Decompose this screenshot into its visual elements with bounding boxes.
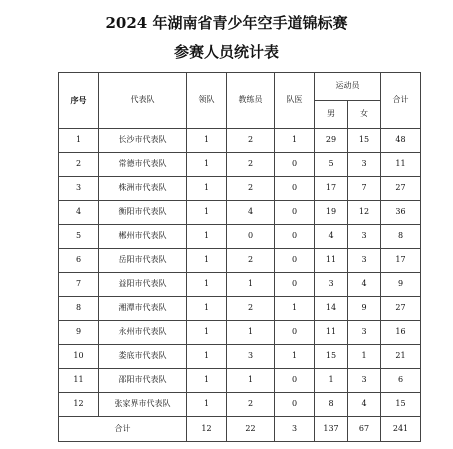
header-athletes: 运动员 xyxy=(315,73,381,101)
table-row xyxy=(59,225,421,249)
cell-total: 16 xyxy=(381,321,421,345)
cell-no: 5 xyxy=(59,225,99,249)
header-leader: 领队 xyxy=(187,73,227,129)
cell-female: 3 xyxy=(348,225,381,249)
cell-male: 4 xyxy=(315,225,348,249)
cell-leader: 1 xyxy=(187,369,227,393)
cell-no: 3 xyxy=(59,177,99,201)
cell-no: 11 xyxy=(59,369,99,393)
cell-leader: 1 xyxy=(187,201,227,225)
cell-male: 11 xyxy=(315,321,348,345)
cell-female: 4 xyxy=(348,393,381,417)
cell-doctor: 0 xyxy=(275,153,315,177)
cell-coach: 2 xyxy=(227,249,275,273)
cell-doctor: 0 xyxy=(275,273,315,297)
table-row xyxy=(59,321,421,345)
cell-leader: 1 xyxy=(187,177,227,201)
cell-team: 邵阳市代表队 xyxy=(99,369,187,393)
cell-female: 3 xyxy=(348,249,381,273)
cell-total: 21 xyxy=(381,345,421,369)
cell-male: 11 xyxy=(315,249,348,273)
cell-coach: 1 xyxy=(227,273,275,297)
cell-coach: 2 xyxy=(227,297,275,321)
cell-total: 17 xyxy=(381,249,421,273)
cell-coach: 2 xyxy=(227,153,275,177)
cell-no: 10 xyxy=(59,345,99,369)
cell-no: 9 xyxy=(59,321,99,345)
cell-doctor: 1 xyxy=(275,129,315,153)
cell-team: 衡阳市代表队 xyxy=(99,201,187,225)
header-female: 女 xyxy=(348,101,381,129)
table-row xyxy=(59,273,421,297)
cell-leader: 1 xyxy=(187,321,227,345)
cell-female: 12 xyxy=(348,201,381,225)
header-total: 合计 xyxy=(381,73,421,129)
cell-leader: 1 xyxy=(187,129,227,153)
cell-leader: 1 xyxy=(187,393,227,417)
cell-coach: 2 xyxy=(227,393,275,417)
cell-doctor: 0 xyxy=(275,249,315,273)
cell-total: 8 xyxy=(381,225,421,249)
header-team: 代表队 xyxy=(99,73,187,129)
document-subtitle: 参赛人员统计表 xyxy=(173,43,279,61)
cell-female: 3 xyxy=(348,369,381,393)
cell-no: 2 xyxy=(59,153,99,177)
table-row xyxy=(59,177,421,201)
cell-coach: 1 xyxy=(227,321,275,345)
cell-team: 株洲市代表队 xyxy=(99,177,187,201)
cell-male: 14 xyxy=(315,297,348,321)
header-male: 男 xyxy=(315,101,348,129)
table-row xyxy=(59,345,421,369)
cell-doctor: 0 xyxy=(275,321,315,345)
cell-coach: 3 xyxy=(227,345,275,369)
cell-coach: 2 xyxy=(227,177,275,201)
cell-doctor: 0 xyxy=(275,177,315,201)
cell-total: 11 xyxy=(381,153,421,177)
cell-team: 益阳市代表队 xyxy=(99,273,187,297)
table-row xyxy=(59,297,421,321)
cell-team: 永州市代表队 xyxy=(99,321,187,345)
cell-leader: 1 xyxy=(187,273,227,297)
cell-leader: 1 xyxy=(187,345,227,369)
cell-leader: 1 xyxy=(187,249,227,273)
table-row xyxy=(59,369,421,393)
table-row xyxy=(59,153,421,177)
cell-female: 1 xyxy=(348,345,381,369)
cell-male: 3 xyxy=(315,273,348,297)
cell-total: 9 xyxy=(381,273,421,297)
cell-female: 3 xyxy=(348,321,381,345)
cell-doctor: 1 xyxy=(275,345,315,369)
cell-coach: 0 xyxy=(227,225,275,249)
cell-no: 8 xyxy=(59,297,99,321)
totals-total: 241 xyxy=(381,417,421,442)
cell-coach: 1 xyxy=(227,369,275,393)
table-row xyxy=(59,249,421,273)
cell-total: 36 xyxy=(381,201,421,225)
cell-male: 17 xyxy=(315,177,348,201)
cell-team: 娄底市代表队 xyxy=(99,345,187,369)
document-title: 2024 年湖南省青少年空手道锦标赛 xyxy=(105,14,348,32)
cell-doctor: 0 xyxy=(275,225,315,249)
cell-doctor: 1 xyxy=(275,297,315,321)
statistics-table xyxy=(58,72,421,442)
totals-doctor: 3 xyxy=(275,417,315,442)
totals-label: 合计 xyxy=(59,417,187,442)
totals-row xyxy=(59,417,421,442)
cell-no: 6 xyxy=(59,249,99,273)
cell-team: 长沙市代表队 xyxy=(99,129,187,153)
cell-total: 48 xyxy=(381,129,421,153)
cell-no: 4 xyxy=(59,201,99,225)
header-no: 序号 xyxy=(59,73,99,129)
cell-coach: 2 xyxy=(227,129,275,153)
cell-male: 5 xyxy=(315,153,348,177)
cell-male: 19 xyxy=(315,201,348,225)
cell-team: 张家界市代表队 xyxy=(99,393,187,417)
totals-leader: 12 xyxy=(187,417,227,442)
cell-female: 15 xyxy=(348,129,381,153)
cell-female: 3 xyxy=(348,153,381,177)
cell-total: 6 xyxy=(381,369,421,393)
cell-doctor: 0 xyxy=(275,393,315,417)
totals-male: 137 xyxy=(315,417,348,442)
cell-male: 29 xyxy=(315,129,348,153)
header-row xyxy=(59,73,421,101)
totals-female: 67 xyxy=(348,417,381,442)
cell-male: 15 xyxy=(315,345,348,369)
cell-total: 27 xyxy=(381,297,421,321)
cell-team: 岳阳市代表队 xyxy=(99,249,187,273)
table-row xyxy=(59,201,421,225)
header-doctor: 队医 xyxy=(275,73,315,129)
cell-leader: 1 xyxy=(187,153,227,177)
cell-coach: 4 xyxy=(227,201,275,225)
header-coach: 教练员 xyxy=(227,73,275,129)
cell-female: 4 xyxy=(348,273,381,297)
cell-no: 7 xyxy=(59,273,99,297)
table-row xyxy=(59,129,421,153)
cell-no: 1 xyxy=(59,129,99,153)
cell-female: 9 xyxy=(348,297,381,321)
cell-team: 湘潭市代表队 xyxy=(99,297,187,321)
table-row xyxy=(59,393,421,417)
cell-team: 常德市代表队 xyxy=(99,153,187,177)
cell-team: 郴州市代表队 xyxy=(99,225,187,249)
cell-leader: 1 xyxy=(187,225,227,249)
cell-male: 1 xyxy=(315,369,348,393)
cell-female: 7 xyxy=(348,177,381,201)
totals-coach: 22 xyxy=(227,417,275,442)
cell-total: 15 xyxy=(381,393,421,417)
cell-leader: 1 xyxy=(187,297,227,321)
cell-total: 27 xyxy=(381,177,421,201)
cell-male: 8 xyxy=(315,393,348,417)
cell-doctor: 0 xyxy=(275,201,315,225)
cell-no: 12 xyxy=(59,393,99,417)
cell-doctor: 0 xyxy=(275,369,315,393)
